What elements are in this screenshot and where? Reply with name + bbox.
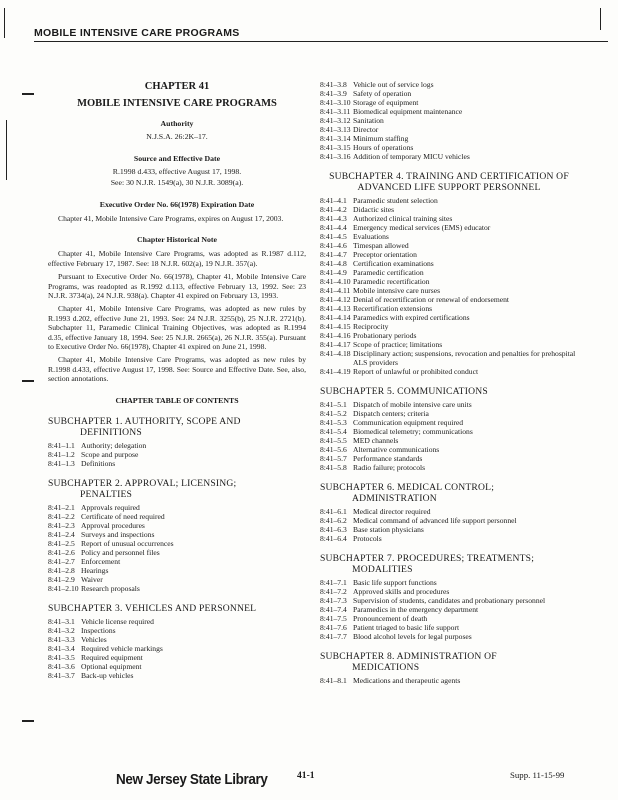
expiration-text: Chapter 41, Mobile Intensive Care Programs, expires on August 17, 2003. [58, 214, 284, 223]
toc-section-title: Evaluations [353, 232, 389, 241]
subchapter-3-title [48, 603, 306, 614]
toc-section-number: 8:41–1.3 [48, 458, 75, 468]
toc-section-title: Dispatch centers; criteria [353, 409, 429, 418]
subchapter-1-title [48, 416, 306, 438]
toc-section-number: 8:41–3.7 [48, 670, 75, 680]
toc-section-number: 8:41–2.4 [48, 529, 75, 539]
toc-section-number: 8:41–2.9 [48, 574, 75, 584]
toc-section-number: 8:41–4.17 [320, 340, 351, 349]
toc-section-title: Blood alcohol levels for legal purposes [353, 632, 472, 641]
toc-section-number: 8:41–3.4 [48, 643, 75, 653]
subchapter-6-title [320, 482, 578, 504]
history-paragraph-3: Chapter 41, Mobile Intensive Care Programs, was adopted as new rules by R.1993 d.202, effective June 21, 1993. See: 24 N.J.R. 3255(b), 25 N.J.R. 2721(b). Subchapter 11, Paramedic Clinical Training Objectives, was adopted as R.1994 d.35, effective January 18, 1994. See: 25 N.J.R. 2665(a), 26 N.J.R. 355(a). Pursuant to Executive Order No. 66(1978), Chapter 41 expired on June 21, 1998. [48, 304, 306, 352]
page-number: 41-1 [297, 770, 315, 781]
toc-section-number: 8:41–4.14 [320, 313, 351, 322]
toc-section-title: Enforcement [81, 556, 121, 566]
toc-entry [320, 409, 578, 418]
toc-entry [320, 223, 578, 232]
margin-mark [22, 720, 34, 722]
toc-entry [320, 241, 578, 250]
toc-section-number: 8:41–7.6 [320, 623, 347, 632]
toc-entry [48, 635, 306, 644]
toc-section-number: 8:41–4.16 [320, 331, 351, 340]
subchapter-7-list [320, 578, 578, 641]
toc-section-title: Certification examinations [353, 259, 434, 268]
toc-entry [48, 644, 306, 653]
toc-entry [320, 250, 578, 259]
toc-section-title: Authority; delegation [81, 440, 147, 450]
running-head: MOBILE INTENSIVE CARE PROGRAMS [34, 27, 608, 42]
toc-section-title: Paramedic recertification [353, 277, 430, 286]
toc-section-title: Approved skills and procedures [353, 587, 450, 596]
subchapter-6-list [320, 507, 578, 543]
toc-entry [320, 534, 578, 543]
toc-section-title: Patient triaged to basic life support [353, 623, 460, 632]
toc-section-title: Performance standards [353, 454, 423, 463]
toc-section-number: 8:41–2.8 [48, 565, 75, 575]
toc-section-title: Policy and personnel files [81, 547, 160, 557]
toc-section-number: 8:41–6.3 [320, 525, 347, 534]
toc-entry [48, 503, 306, 512]
toc-entry [320, 418, 578, 427]
toc-section-title: Pronouncement of death [353, 614, 428, 623]
subchapter-4-title [320, 171, 578, 193]
toc-entry [320, 152, 578, 161]
toc-entry [320, 525, 578, 534]
margin-mark [22, 93, 34, 95]
toc-section-title: Timespan allowed [353, 241, 409, 250]
toc-section-title: Preceptor orientation [353, 250, 417, 259]
toc-section-number: 8:41–4.19 [320, 367, 351, 376]
chapter-number: CHAPTER 41 [144, 81, 210, 92]
toc-section-title: Director [353, 125, 379, 134]
toc-section-title: Report of unlawful or prohibited conduct [353, 367, 479, 376]
toc-section-number: 8:41–1.2 [48, 449, 75, 459]
toc-entry [320, 614, 578, 623]
toc-section-title: Disciplinary action; suspensions, revocation and penalties for prehospital ALS providers [353, 349, 576, 367]
toc-entry [320, 286, 578, 295]
toc-section-title: Paramedic certification [353, 268, 424, 277]
toc-section-title: Communication equipment required [353, 418, 464, 427]
toc-entry [48, 557, 306, 566]
toc-entry [320, 367, 578, 376]
toc-section-number: 8:41–7.1 [320, 578, 347, 587]
subchapter-5-list [320, 400, 578, 472]
subchapter-4-list [320, 196, 578, 376]
toc-section-title: Scope of practice; limitations [353, 340, 443, 349]
toc-entry [48, 671, 306, 680]
toc-section-number: 8:41–2.2 [48, 511, 75, 521]
toc-section-number: 8:41–4.15 [320, 322, 351, 331]
toc-section-title: Supervision of students, candidates and probationary personnel [353, 596, 546, 605]
toc-section-number: 8:41–4.11 [320, 286, 351, 295]
toc-entry [320, 578, 578, 587]
toc-entry [320, 80, 578, 89]
toc-entry [320, 205, 578, 214]
chapter-title: MOBILE INTENSIVE CARE PROGRAMS [77, 98, 277, 109]
toc-entry [320, 623, 578, 632]
toc-section-number: 8:41–7.5 [320, 614, 347, 623]
subchapter-1-list [48, 441, 306, 468]
toc-entry [320, 295, 578, 304]
toc-entry [48, 626, 306, 635]
toc-section-title: Didactic sites [353, 205, 395, 214]
toc-section-number: 8:41–4.2 [320, 205, 347, 214]
toc-section-title: Approvals required [81, 502, 140, 512]
toc-entry [320, 676, 578, 685]
toc-entry [320, 463, 578, 472]
toc-section-title: Research proposals [81, 583, 140, 593]
toc-section-title: Required vehicle markings [81, 643, 163, 653]
toc-section-title: Vehicles [81, 634, 107, 644]
toc-section-title: Report of unusual occurrences [81, 538, 174, 548]
toc-section-number: 8:41–5.7 [320, 454, 347, 463]
toc-entry [48, 459, 306, 468]
toc-entry [320, 436, 578, 445]
toc-entry [320, 331, 578, 340]
toc-section-number: 8:41–4.8 [320, 259, 347, 268]
subchapter-1-title-line-2: DEFINITIONS [80, 426, 142, 438]
toc-section-number: 8:41–2.1 [48, 502, 75, 512]
toc-section-number: 8:41–3.14 [320, 134, 351, 143]
toc-section-number: 8:41–2.5 [48, 538, 75, 548]
subchapter-6-title-line-2: ADMINISTRATION [352, 493, 437, 504]
toc-section-title: Certificate of need required [81, 511, 165, 521]
toc-entry [320, 107, 578, 116]
toc-entry [320, 89, 578, 98]
historical-note-heading: Chapter Historical Note [137, 235, 217, 245]
toc-section-number: 8:41–2.10 [48, 583, 79, 593]
toc-section-title: Paramedic student selection [353, 196, 438, 205]
toc-section-number: 8:41–3.10 [320, 98, 351, 107]
toc-section-title: Vehicle license required [81, 616, 154, 626]
library-stamp: New Jersey State Library [116, 772, 268, 788]
toc-section-title: Minimum staffing [353, 134, 409, 143]
toc-section-title: Vehicle out of service logs [353, 80, 434, 89]
toc-entry [320, 427, 578, 436]
toc-section-number: 8:41–4.4 [320, 223, 347, 232]
toc-section-number: 8:41–3.1 [48, 616, 75, 626]
toc-section-title: Authorized clinical training sites [353, 214, 453, 223]
toc-entry [320, 313, 578, 322]
toc-section-number: 8:41–5.4 [320, 427, 347, 436]
toc-section-title: Probationary periods [353, 331, 417, 340]
toc-section-number: 8:41–3.3 [48, 634, 75, 644]
toc-entry [48, 662, 306, 671]
toc-section-number: 8:41–3.15 [320, 143, 351, 152]
toc-entry [48, 566, 306, 575]
toc-section-number: 8:41–3.16 [320, 152, 351, 161]
toc-section-title: Base station physicians [353, 525, 424, 534]
toc-section-number: 8:41–7.3 [320, 596, 347, 605]
toc-section-number: 8:41–4.7 [320, 250, 347, 259]
toc-section-title: Sanitation [353, 116, 384, 125]
toc-section-title: Mobile intensive care nurses [353, 286, 441, 295]
toc-section-title: Medications and therapeutic agents [353, 676, 461, 685]
toc-entry [320, 322, 578, 331]
toc-entry [48, 441, 306, 450]
toc-section-title: Hours of operations [353, 143, 414, 152]
toc-section-title: Biomedical telemetry; communications [353, 427, 473, 436]
toc-entry [320, 268, 578, 277]
toc-entry [320, 98, 578, 107]
toc-section-number: 8:41–3.5 [48, 652, 75, 662]
subchapter-7-title-line-1: SUBCHAPTER 7. PROCEDURES; TREATMENTS; [320, 553, 535, 564]
toc-section-title: Recertification extensions [353, 304, 433, 313]
toc-section-title: Medical command of advanced life support personnel [353, 516, 517, 525]
toc-section-title: Hearings [81, 565, 109, 575]
toc-section-title: Inspections [81, 625, 116, 635]
toc-section-title: Back-up vehicles [81, 670, 134, 680]
authority-text: N.J.S.A. 26:2K–17. [146, 132, 208, 141]
toc-entry [320, 605, 578, 614]
toc-entry [320, 277, 578, 286]
subchapter-2-title-line-2: PENALTIES [80, 488, 133, 500]
supplement-date: Supp. 11-15-99 [510, 770, 565, 780]
toc-entry [320, 259, 578, 268]
toc-entry [320, 400, 578, 409]
toc-entry [320, 214, 578, 223]
toc-section-number: 8:41–6.1 [320, 507, 347, 516]
toc-section-number: 8:41–6.2 [320, 516, 347, 525]
toc-section-number: 8:41–7.7 [320, 632, 347, 641]
toc-section-title: Radio failure; protocols [353, 463, 426, 472]
subchapter-8-title [320, 651, 578, 673]
subchapter-2-list [48, 503, 306, 593]
toc-entry [48, 521, 306, 530]
toc-section-number: 8:41–3.12 [320, 116, 351, 125]
toc-section-number: 8:41–2.6 [48, 547, 75, 557]
left-column [48, 80, 306, 680]
toc-section-title: Required equipment [81, 652, 143, 662]
toc-entry [320, 587, 578, 596]
toc-section-number: 8:41–5.5 [320, 436, 347, 445]
toc-heading: CHAPTER TABLE OF CONTENTS [115, 395, 239, 405]
toc-section-number: 8:41–3.8 [320, 80, 347, 89]
margin-mark [600, 8, 601, 30]
margin-mark [4, 8, 5, 38]
history-paragraph-1: Chapter 41, Mobile Intensive Care Programs, was adopted as R.1987 d.112, effective February 17, 1987. See: 18 N.J.R. 602(a), 19 N.J.R. 357(a). [48, 249, 306, 268]
toc-section-title: Storage of equipment [353, 98, 419, 107]
subchapter-5-title [320, 386, 578, 397]
subchapter-8-list [320, 676, 578, 685]
toc-entry [48, 512, 306, 521]
toc-section-title: Denial of recertification or renewal of endorsement [353, 295, 510, 304]
toc-section-title: Medical director required [353, 507, 431, 516]
toc-section-number: 8:41–4.9 [320, 268, 347, 277]
toc-section-number: 8:41–6.4 [320, 534, 347, 543]
toc-section-number: 8:41–3.11 [320, 107, 351, 116]
toc-section-title: Basic life support functions [353, 578, 437, 587]
subchapter-2-title-line-1: SUBCHAPTER 2. APPROVAL; LICENSING; [48, 477, 237, 489]
margin-mark [6, 120, 7, 180]
subchapter-3-title-line-1: SUBCHAPTER 3. VEHICLES AND PERSONNEL [48, 602, 257, 614]
toc-section-number: 8:41–5.2 [320, 409, 347, 418]
subchapter-6-title-line-1: SUBCHAPTER 6. MEDICAL CONTROL; [320, 482, 495, 493]
toc-section-title: Alternative communications [353, 445, 440, 454]
toc-section-title: Protocols [353, 534, 382, 543]
toc-section-number: 8:41–5.1 [320, 400, 347, 409]
toc-section-number: 8:41–5.3 [320, 418, 347, 427]
toc-section-number: 8:41–4.6 [320, 241, 347, 250]
toc-entry [320, 143, 578, 152]
toc-section-title: Approval procedures [81, 520, 145, 530]
subchapter-8-title-line-2: MEDICATIONS [352, 662, 420, 673]
toc-entry [320, 632, 578, 641]
toc-section-title: Emergency medical services (EMS) educator [353, 223, 491, 232]
toc-section-number: 8:41–2.7 [48, 556, 75, 566]
toc-entry [320, 134, 578, 143]
toc-section-title: Paramedics with expired certifications [353, 313, 470, 322]
toc-entry [48, 450, 306, 459]
toc-section-title: Waiver [81, 574, 103, 584]
subchapter-1-title-line-1: SUBCHAPTER 1. AUTHORITY, SCOPE AND [48, 415, 241, 427]
toc-section-title: Optional equipment [81, 661, 142, 671]
toc-entry [48, 575, 306, 584]
toc-entry [320, 340, 578, 349]
subchapter-7-title [320, 553, 578, 575]
toc-section-number: 8:41–4.18 [320, 349, 351, 358]
toc-section-number: 8:41–2.3 [48, 520, 75, 530]
toc-section-title: Safety of operation [353, 89, 412, 98]
margin-mark [22, 380, 34, 382]
toc-section-number: 8:41–4.12 [320, 295, 351, 304]
subchapter-8-title-line-1: SUBCHAPTER 8. ADMINISTRATION OF [320, 651, 497, 662]
toc-entry [48, 539, 306, 548]
toc-section-title: Dispatch of mobile intensive care units [353, 400, 472, 409]
toc-section-number: 8:41–7.2 [320, 587, 347, 596]
toc-section-title: Biomedical equipment maintenance [353, 107, 463, 116]
source-line-1: R.1998 d.433, effective August 17, 1998. [112, 167, 242, 176]
toc-section-title: Definitions [81, 458, 116, 468]
subchapter-5-title-line-1: SUBCHAPTER 5. COMMUNICATIONS [320, 386, 488, 397]
toc-entry [320, 596, 578, 605]
toc-section-title: Addition of temporary MICU vehicles [353, 152, 470, 161]
toc-entry [320, 304, 578, 313]
toc-section-number: 8:41–3.13 [320, 125, 351, 134]
toc-section-title: MED channels [353, 436, 399, 445]
toc-section-number: 8:41–4.5 [320, 232, 347, 241]
expiration-heading: Executive Order No. 66(1978) Expiration Date [99, 200, 255, 209]
toc-section-number: 8:41–7.4 [320, 605, 347, 614]
source-line-2: See: 30 N.J.R. 1549(a), 30 N.J.R. 3089(a). [110, 178, 244, 187]
subchapter-4-title-line-1: SUBCHAPTER 4. TRAINING AND CERTIFICATION OF [329, 171, 569, 182]
toc-section-number: 8:41–3.9 [320, 89, 347, 98]
toc-section-title: Reciprocity [353, 322, 389, 331]
toc-section-number: 8:41–8.1 [320, 676, 347, 685]
toc-entry [320, 349, 578, 367]
toc-entry [320, 507, 578, 516]
subchapter-3-list-part-1 [48, 617, 306, 680]
toc-section-title: Surveys and inspections [81, 529, 155, 539]
toc-section-number: 8:41–5.8 [320, 463, 347, 472]
toc-entry [48, 584, 306, 593]
subchapter-2-title [48, 478, 306, 500]
toc-entry [320, 116, 578, 125]
source-heading: Source and Effective Date [133, 154, 221, 163]
toc-section-title: Scope and purpose [81, 449, 139, 459]
authority-heading: Authority [160, 119, 194, 128]
toc-entry [320, 232, 578, 241]
toc-section-number: 8:41–1.1 [48, 440, 75, 450]
toc-section-number: 8:41–4.10 [320, 277, 351, 286]
subchapter-3-list-part-2 [320, 80, 578, 161]
toc-section-number: 8:41–4.3 [320, 214, 347, 223]
history-paragraph-4: Chapter 41, Mobile Intensive Care Programs, was adopted as new rules by R.1998 d.433, effective August 17, 1998. See: Source and Effective Date. See, also, section annotations. [48, 355, 306, 384]
toc-entry [48, 617, 306, 626]
toc-section-number: 8:41–4.1 [320, 196, 347, 205]
toc-entry [48, 548, 306, 557]
toc-section-number: 8:41–3.2 [48, 625, 75, 635]
toc-entry [320, 445, 578, 454]
toc-section-number: 8:41–3.6 [48, 661, 75, 671]
toc-entry [320, 516, 578, 525]
toc-entry [48, 653, 306, 662]
toc-section-number: 8:41–4.13 [320, 304, 351, 313]
toc-section-number: 8:41–5.6 [320, 445, 347, 454]
right-column [320, 80, 578, 685]
toc-section-title: Paramedics in the emergency department [353, 605, 479, 614]
toc-entry [320, 454, 578, 463]
history-paragraph-2: Pursuant to Executive Order No. 66(1978), Chapter 41, Mobile Intensive Care Programs, was readopted as R.1992 d.113, effective February 13, 1992. See: 23 N.J.R. 3734(a), 24 N.J.R. 938(a). Chapter 41 expired on February 13, 1993. [48, 272, 306, 301]
toc-entry [48, 530, 306, 539]
subchapter-4-title-line-2: ADVANCED LIFE SUPPORT PERSONNEL [357, 182, 541, 193]
subchapter-7-title-line-2: MODALITIES [352, 564, 413, 575]
toc-entry [320, 125, 578, 134]
toc-entry [320, 196, 578, 205]
